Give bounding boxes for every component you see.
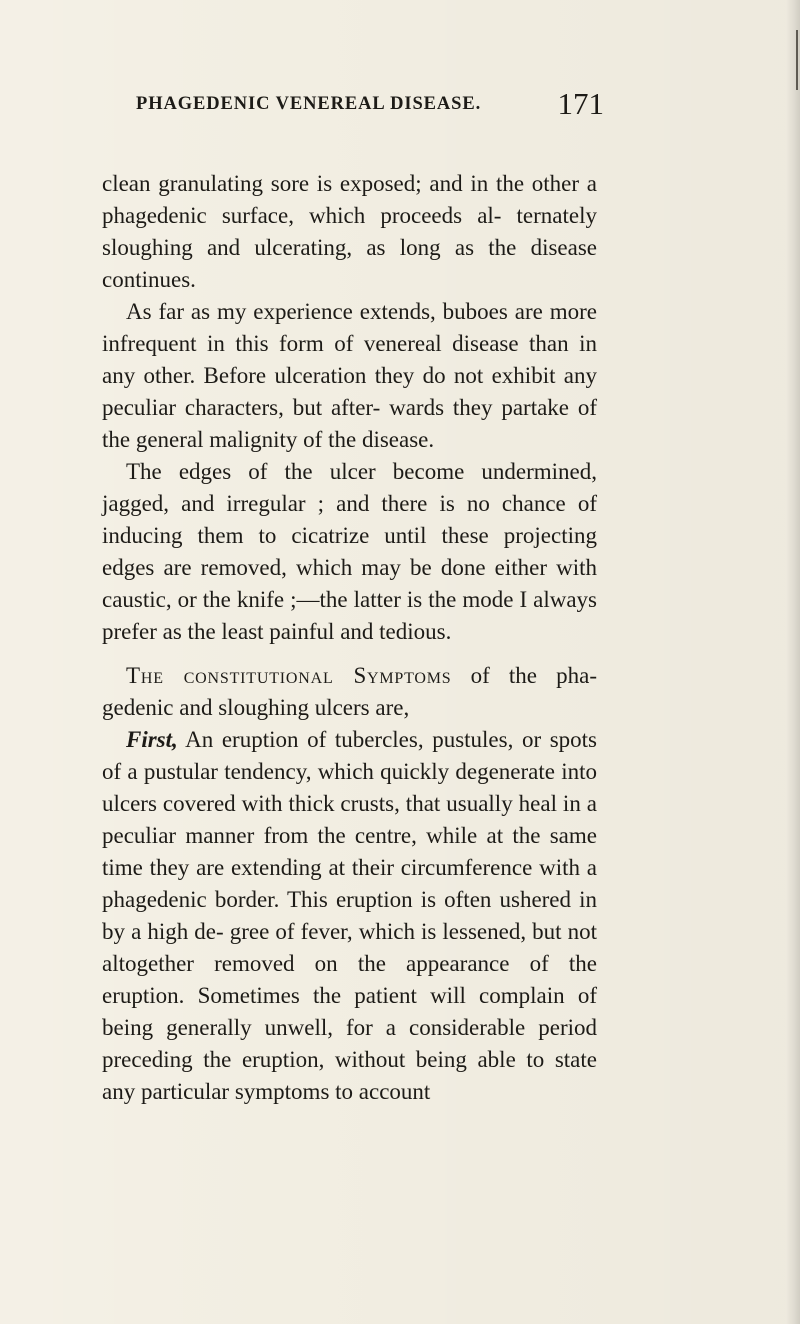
- paragraph-2: As far as my experience extends, buboes are more infrequent in this form of venereal disease than in any other. Before ulceration they do not exhibit any peculiar characters, but after- wards they partake of the general malignity of the disease.: [102, 299, 597, 452]
- page-header: [136, 86, 604, 124]
- page-edge-shadow: [786, 0, 800, 1324]
- paragraph-3: The edges of the ulcer become undermined, jagged, and irregular ; and there is no chance of inducing them to cicatrize until these projecting edges are removed, which may be done either with caustic, or the knife ;—the latter is the mode I always prefer as the least painful and tedious.: [102, 459, 597, 644]
- first-label: First,: [126, 727, 178, 752]
- paragraph-4: [102, 660, 597, 724]
- paragraph-1: clean granulating sore is exposed; and in the other a phagedenic surface, which proceeds al- ternately sloughing and ulcerating, as long as the disease continues.: [102, 171, 597, 292]
- paragraph-gap: [102, 648, 597, 660]
- page-number: 171: [557, 86, 604, 121]
- section-heading-small-caps: The constitutional Symptoms: [126, 663, 452, 688]
- edge-mark: [796, 30, 798, 90]
- running-head: PHAGEDENIC VENEREAL DISEASE.: [136, 94, 482, 114]
- paragraph-5: [102, 724, 597, 1108]
- paragraph-5-text: An eruption of tubercles, pustules, or spots of a pustular tendency, which quickly degenerate into ulcers covered with thick crusts, that usually heal in a peculiar manner from the centre, while at the same time they are extending at their circumference with a phagedenic border. This eruption is often ushered in by a high de- gree of fever, which is lessened, but not altogether removed on the appearance of the eruption. Sometimes the patient will complain of being generally unwell, for a considerable period preceding the eruption, without being able to state any particular symptoms to account: [102, 727, 597, 1104]
- paragraph-4-text: of the pha- gedenic and sloughing ulcers are,: [102, 663, 597, 720]
- body-text: [102, 168, 597, 1108]
